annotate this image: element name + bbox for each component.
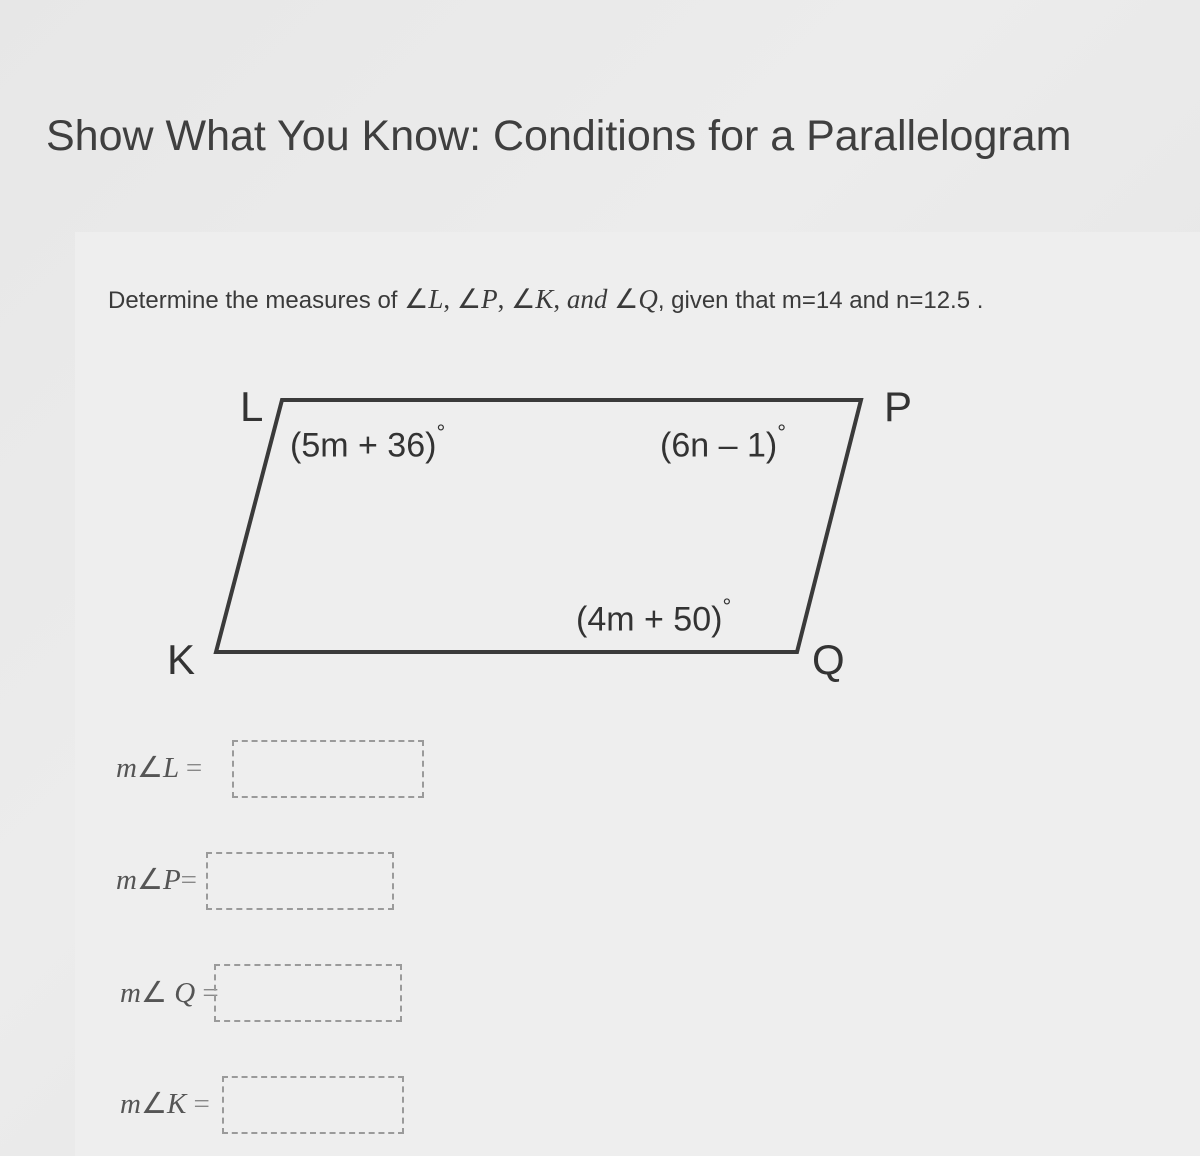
angle-l-expr-text: (5m + 36) bbox=[290, 426, 437, 465]
answer-input-angle-k[interactable] bbox=[222, 1076, 404, 1134]
vertex-label-k: K bbox=[167, 636, 196, 683]
label-var: m bbox=[116, 864, 137, 896]
answer-input-angle-q[interactable] bbox=[214, 964, 402, 1022]
label-equals: = bbox=[202, 977, 219, 1009]
prompt-tail: given that m=14 and n=12.5 . bbox=[671, 287, 984, 314]
angle-list: ∠L, ∠P, ∠K, and ∠Q bbox=[404, 284, 658, 314]
question-prompt: Determine the measures of ∠L, ∠P, ∠K, and ∠Q, given that m=14 and n=12.5 . bbox=[108, 284, 984, 314]
label-angle: Q bbox=[174, 977, 196, 1009]
prompt-and: and bbox=[566, 284, 608, 314]
prompt-angle-p: P bbox=[481, 284, 498, 314]
label-angle: K bbox=[166, 1088, 187, 1120]
angle-q-expression bbox=[576, 594, 732, 639]
label-var: m bbox=[120, 1088, 141, 1120]
answer-label-q: m∠ Q = bbox=[120, 977, 219, 1009]
angle-l-expression bbox=[290, 420, 446, 465]
prompt-angle-l: L bbox=[428, 284, 444, 314]
degree-symbol: ° bbox=[722, 594, 732, 619]
vertex-label-q: Q bbox=[812, 636, 845, 683]
prompt-angle-q: Q bbox=[638, 284, 658, 314]
prompt-lead: Determine the measures of bbox=[108, 287, 398, 314]
label-var: m bbox=[116, 752, 137, 784]
answer-input-angle-p[interactable] bbox=[206, 852, 394, 910]
label-equals: = bbox=[180, 864, 198, 896]
answer-input-angle-l[interactable] bbox=[232, 740, 424, 798]
label-equals: = bbox=[193, 1088, 210, 1120]
label-angle: L bbox=[162, 752, 179, 784]
label-equals: = bbox=[185, 752, 203, 784]
answer-label-p: m∠P= bbox=[116, 864, 198, 896]
answer-label-l: m∠L = bbox=[116, 752, 203, 784]
angle-q-expr-text: (4m + 50) bbox=[576, 600, 723, 639]
prompt-angle-k: K bbox=[535, 284, 554, 314]
angle-p-expression bbox=[660, 420, 786, 465]
page-title: Show What You Know: Conditions for a Parallelogram bbox=[46, 112, 1072, 160]
vertex-label-l: L bbox=[240, 383, 264, 430]
degree-symbol: ° bbox=[436, 420, 446, 445]
label-var: m bbox=[120, 977, 141, 1009]
degree-symbol: ° bbox=[777, 420, 786, 445]
answer-label-k: m∠K = bbox=[120, 1088, 210, 1120]
angle-p-expr-text: (6n – 1) bbox=[660, 426, 778, 465]
label-angle: P bbox=[162, 864, 181, 896]
vertex-label-p: P bbox=[884, 383, 913, 430]
